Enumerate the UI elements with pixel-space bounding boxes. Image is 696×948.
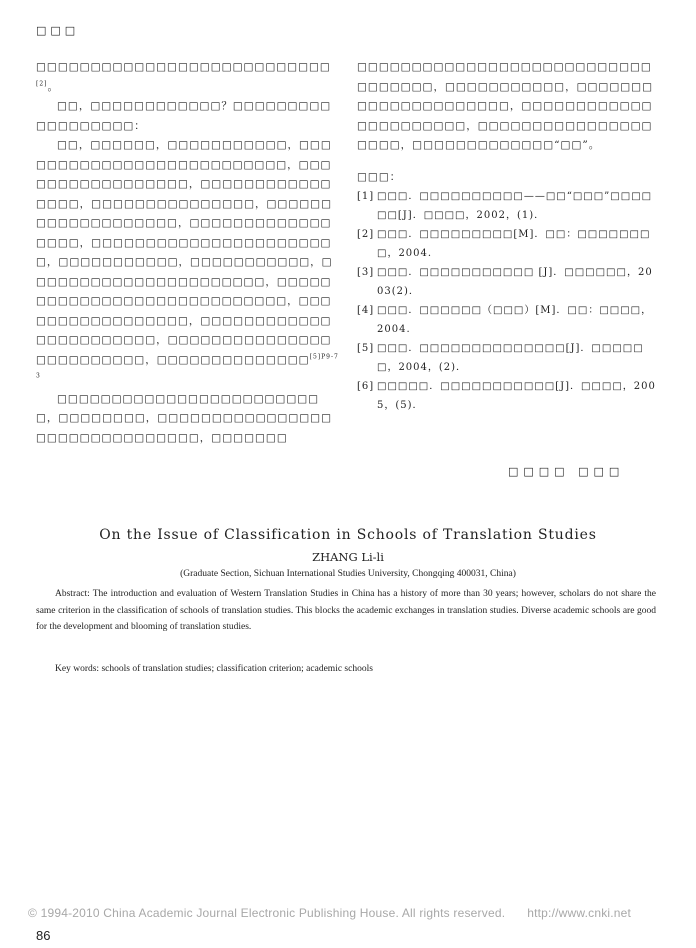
english-keywords bbox=[36, 664, 656, 674]
paragraph-tail: 。 bbox=[47, 80, 59, 93]
copyright-text: © 1994-2010 China Academic Journal Electronic Publishing House. All rights reserved. bbox=[28, 906, 506, 920]
reference-number: [2] bbox=[357, 229, 375, 240]
paragraph-text: □□，□□□□□□，□□□□□□□□□□□，□□□□□□□□□□□□□□□□□□□□□□□□□□，□□□□□□□□□□□□□□□□□，□□□□□□□□□□□□□□□□，□□□□□□□□□□□□□□□，□□□□□□□□□□□□□□□□□□□，□□□□□□□□□□□□□□□□□，□□□□□□□□□□□□□□□□□□□□□□□，□□□□□□□□□□□，□□□□□□□□□□□，□□□□□□□□□□□□□□□□□□□□□□，□□□□□□□□□□□□□□□□□□□□□□□□□□□□，□□□□□□□□□□□□□□□□□，□□□□□□□□□□□□□□□□□□□□□□□，□□□□□□□□□□□□□□□□□□□□□□□□□，□□□□□□□□□□□□□□ bbox=[36, 139, 333, 366]
left-paragraph-3 bbox=[36, 136, 341, 390]
editor-note: □□□□ □□□ bbox=[508, 465, 625, 478]
paragraph-text: □□□□□□□□□□□□□□□□□□□□□□□□□□□ bbox=[36, 61, 331, 73]
citation-mark: [5]P9-73 bbox=[36, 353, 339, 380]
left-paragraph-4: □□□□□□□□□□□□□□□□□□□□□□□□□，□□□□□□□□，□□□□□□□□□□□□□□□□□□□□□□□□□□□□□□□，□□□□□□□ bbox=[36, 392, 333, 444]
reference-number: [6] bbox=[357, 381, 375, 392]
reference-text: □□□．□□□□□□□□□□——□□“□□□”□□□□□□[J]．□□□□，2002，(1)． bbox=[377, 191, 653, 221]
right-paragraph-1: □□□□□□□□□□□□□□□□□□□□□□□□□□□□□□□□□□，□□□□□□□□□□□，□□□□□□□□□□□□□□□□□□□□□，□□□□□□□□□□□□□□□□□□□□□□，□□□□□□□□□□□□□□□□□□□□，□□□□□□□□□□□□□“□□”。 bbox=[357, 61, 654, 151]
reference-number: [3] bbox=[357, 267, 375, 278]
reference-item bbox=[357, 263, 657, 301]
copyright-notice bbox=[28, 906, 631, 920]
journal-header: □□□ bbox=[36, 24, 80, 37]
reference-item bbox=[357, 377, 657, 415]
english-abstract bbox=[36, 586, 656, 636]
english-title: On the Issue of Classification in Schools of Translation Studies bbox=[99, 527, 597, 543]
abstract-label: Abstract: bbox=[55, 589, 90, 599]
page-number: 86 bbox=[36, 928, 51, 943]
reference-text: □□□．□□□□□□□□□□□ [J]．□□□□□□，2003(2)． bbox=[377, 267, 653, 297]
references-title: □□□： bbox=[357, 170, 402, 183]
reference-item bbox=[357, 339, 657, 377]
reference-item bbox=[357, 225, 657, 263]
english-affiliation: (Graduate Section, Sichuan International Studies University, Chongqing 400031, China) bbox=[180, 569, 516, 579]
reference-number: [5] bbox=[357, 343, 375, 354]
left-column bbox=[36, 58, 341, 448]
reference-number: [1] bbox=[357, 191, 375, 202]
reference-text: □□□．□□□□□□□□□[M]．□□：□□□□□□□□，2004. bbox=[377, 229, 651, 259]
abstract-text: The introduction and evaluation of Western Translation Studies in China has a history of more than 30 years; however, scholars do not share the same criterion in the classification of schools of translation studies. This blocks the academic exchanges in translation studies. Diverse academic schools are good for the development and blooming of translation studies. bbox=[36, 589, 656, 632]
left-paragraph-2: □□，□□□□□□□□□□□□？□□□□□□□□□□□□□□□□□□： bbox=[36, 100, 332, 132]
reference-number: [4] bbox=[357, 305, 375, 316]
keywords-text: schools of translation studies; classification criterion; academic schools bbox=[99, 664, 373, 674]
reference-text: □□□．□□□□□□（□□□）[M]．□□：□□□□，2004. bbox=[377, 305, 653, 335]
source-url[interactable]: http://www.cnki.net bbox=[527, 906, 632, 920]
left-paragraph-1 bbox=[36, 58, 341, 97]
reference-item bbox=[357, 301, 657, 339]
reference-text: □□□□□．□□□□□□□□□□□[J]．□□□□，2005，(5)． bbox=[377, 381, 656, 411]
reference-text: □□□．□□□□□□□□□□□□□□[J]．□□□□□□，2004，(2)． bbox=[377, 343, 644, 373]
citation-mark: [2] bbox=[36, 80, 48, 87]
reference-item bbox=[357, 187, 657, 225]
english-author: ZHANG Li-li bbox=[312, 550, 384, 564]
keywords-label: Key words: bbox=[55, 664, 100, 674]
right-column bbox=[357, 58, 657, 415]
reference-list bbox=[357, 187, 657, 415]
